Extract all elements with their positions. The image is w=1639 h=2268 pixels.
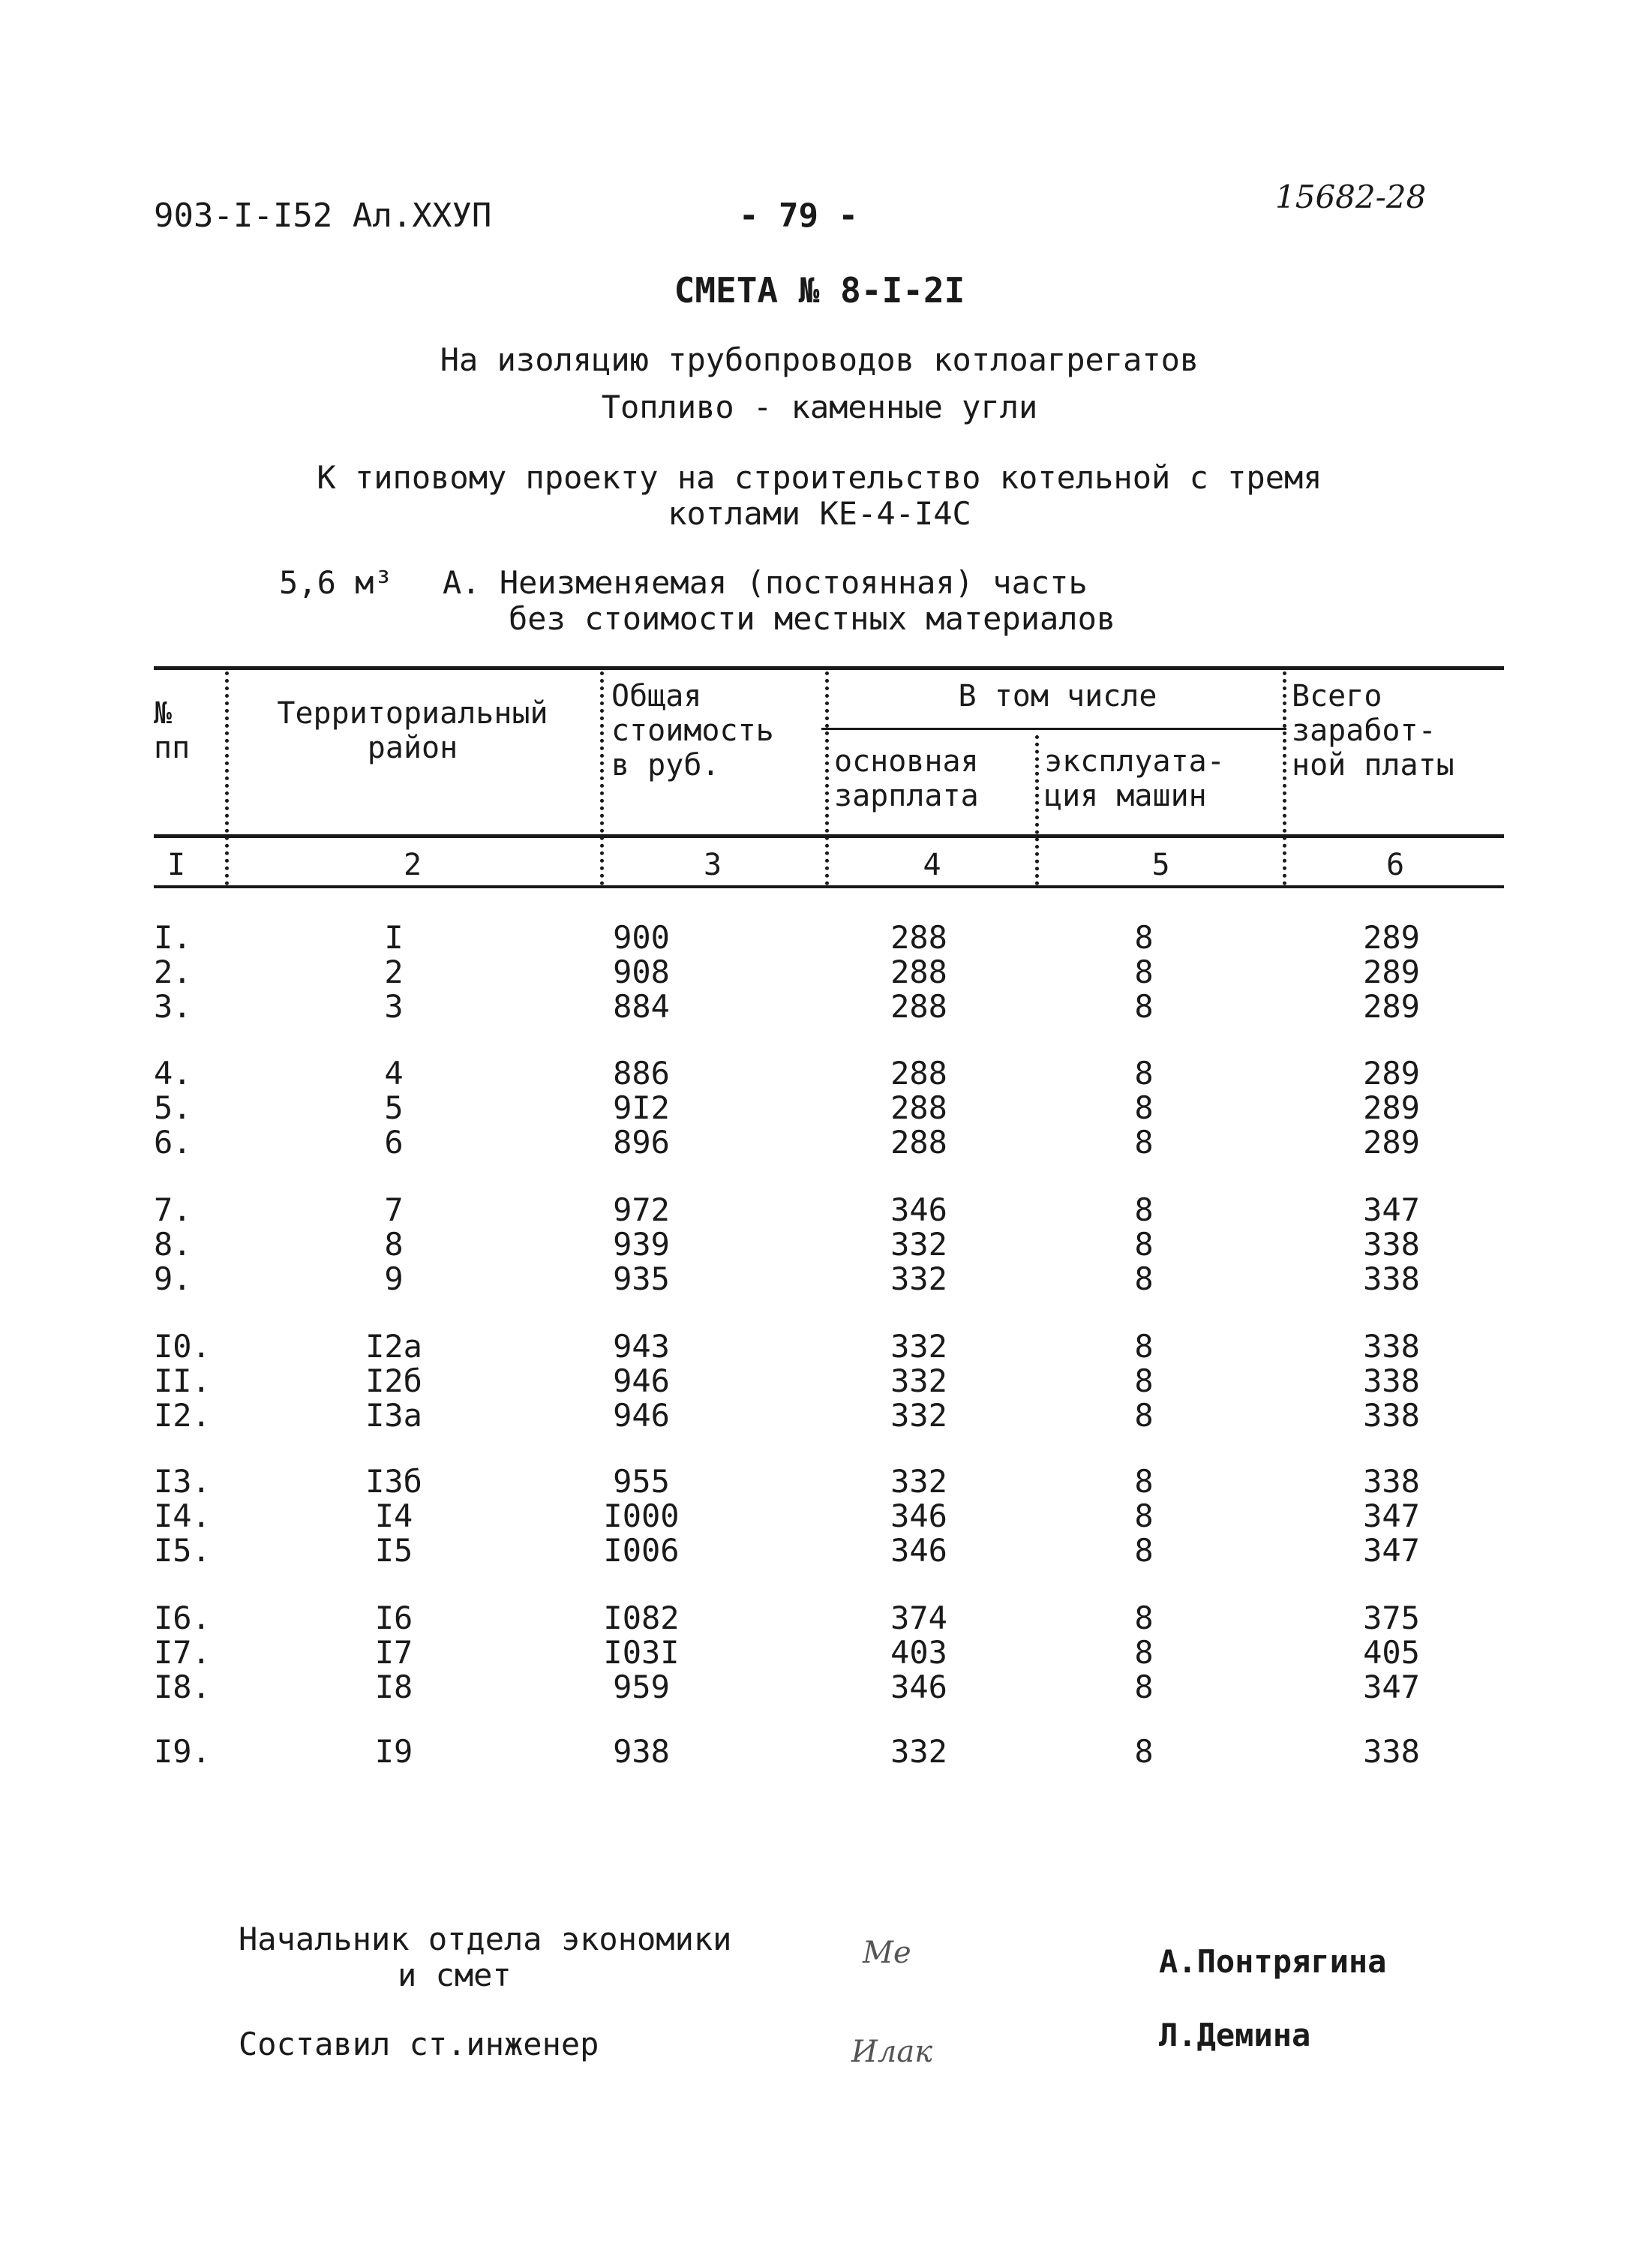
row-machines: 8 bbox=[1134, 1328, 1154, 1365]
header-salary: основная зарплата bbox=[834, 744, 979, 813]
row-total-cost: 938 bbox=[613, 1733, 670, 1770]
head-signature: Ме bbox=[863, 1936, 911, 1970]
row-salary: 288 bbox=[890, 954, 947, 990]
row-number: I9. bbox=[154, 1733, 211, 1770]
table-row bbox=[154, 1089, 1504, 1125]
row-number: 3. bbox=[154, 988, 192, 1025]
table-row bbox=[154, 954, 1504, 990]
table-top-rule bbox=[154, 666, 1504, 670]
row-salary: 346 bbox=[890, 1669, 947, 1705]
table-header-rule bbox=[154, 834, 1504, 838]
row-total-cost: 896 bbox=[613, 1124, 670, 1161]
row-total-cost: 946 bbox=[613, 1397, 670, 1434]
header-region: Территориальный район bbox=[277, 696, 548, 765]
table-row bbox=[154, 1497, 1504, 1534]
row-total-wages: 289 bbox=[1363, 988, 1420, 1025]
table-row bbox=[154, 1669, 1504, 1705]
row-machines: 8 bbox=[1134, 1669, 1154, 1705]
row-salary: 403 bbox=[890, 1634, 947, 1671]
row-machines: 8 bbox=[1134, 1733, 1154, 1770]
column-number: 6 bbox=[1385, 848, 1405, 882]
row-salary: 346 bbox=[890, 1497, 947, 1534]
row-number: I4. bbox=[154, 1497, 211, 1534]
estimate-title: СМЕТА № 8-I-2I bbox=[674, 270, 965, 311]
row-number: I6. bbox=[154, 1600, 211, 1636]
row-number: I8. bbox=[154, 1669, 211, 1705]
row-machines: 8 bbox=[1134, 1600, 1154, 1636]
row-region: 2 bbox=[384, 954, 404, 990]
row-salary: 332 bbox=[890, 1226, 947, 1263]
row-total-cost: 9I2 bbox=[613, 1089, 670, 1126]
row-machines: 8 bbox=[1134, 954, 1154, 990]
table-row bbox=[154, 1124, 1504, 1160]
row-total-cost: I000 bbox=[603, 1497, 680, 1534]
row-machines: 8 bbox=[1134, 919, 1154, 956]
row-number: 4. bbox=[154, 1055, 192, 1092]
table-row bbox=[154, 1328, 1504, 1364]
row-region: I7 bbox=[374, 1634, 413, 1671]
subtitle-line-4: котлами КЕ-4-I4С bbox=[668, 495, 971, 532]
row-total-cost: 943 bbox=[613, 1328, 670, 1365]
row-number: 6. bbox=[154, 1124, 192, 1161]
compiler-signature: Илак bbox=[851, 2035, 933, 2069]
row-machines: 8 bbox=[1134, 1532, 1154, 1569]
row-salary: 332 bbox=[890, 1328, 947, 1365]
row-total-wages: 347 bbox=[1363, 1669, 1420, 1705]
stamp-number: 15682-28 bbox=[1275, 179, 1427, 215]
row-salary: 288 bbox=[890, 919, 947, 956]
header-number: № пп bbox=[154, 696, 191, 765]
row-salary: 332 bbox=[890, 1362, 947, 1399]
row-salary: 288 bbox=[890, 1055, 947, 1092]
row-machines: 8 bbox=[1134, 1124, 1154, 1161]
row-total-wages: 338 bbox=[1363, 1328, 1420, 1365]
row-total-cost: 935 bbox=[613, 1260, 670, 1297]
row-total-cost: 908 bbox=[613, 954, 670, 990]
table-row bbox=[154, 1463, 1504, 1499]
row-machines: 8 bbox=[1134, 1634, 1154, 1671]
row-region: 4 bbox=[384, 1055, 404, 1092]
row-total-wages: 338 bbox=[1363, 1463, 1420, 1500]
row-number: I. bbox=[154, 919, 192, 956]
row-machines: 8 bbox=[1134, 1362, 1154, 1399]
column-number: I bbox=[167, 848, 186, 882]
subtitle-line-3: К типовому проекту на строительство котельной с тремя bbox=[317, 459, 1322, 496]
row-number: I5. bbox=[154, 1532, 211, 1569]
row-total-wages: 289 bbox=[1363, 954, 1420, 990]
row-region: 6 bbox=[384, 1124, 404, 1161]
column-number: 5 bbox=[1151, 848, 1170, 882]
document-code: 903-I-I52 Ал.XXУП bbox=[154, 197, 492, 235]
row-salary: 332 bbox=[890, 1260, 947, 1297]
row-number: I0. bbox=[154, 1328, 211, 1365]
head-name: А.Понтрягина bbox=[1159, 1943, 1387, 1980]
row-region: I6 bbox=[374, 1600, 413, 1636]
row-total-cost: 946 bbox=[613, 1362, 670, 1399]
table-row bbox=[154, 1532, 1504, 1568]
table-number-rule bbox=[154, 885, 1504, 888]
row-total-cost: I03I bbox=[603, 1634, 680, 1671]
row-total-wages: 289 bbox=[1363, 919, 1420, 956]
row-region: I bbox=[384, 919, 404, 956]
row-salary: 332 bbox=[890, 1397, 947, 1434]
row-total-wages: 347 bbox=[1363, 1532, 1420, 1569]
table-row bbox=[154, 1226, 1504, 1262]
header-group: В том числе bbox=[958, 679, 1157, 713]
row-number: I2. bbox=[154, 1397, 211, 1434]
compiler-name: Л.Демина bbox=[1159, 2017, 1311, 2053]
header-total-cost: Общая стоимость в руб. bbox=[611, 679, 774, 783]
column-separator bbox=[1035, 735, 1039, 885]
part-heading-line-1: А. Неизменяемая (постоянная) часть bbox=[443, 564, 1088, 601]
row-total-cost: 972 bbox=[613, 1191, 670, 1228]
row-machines: 8 bbox=[1134, 1055, 1154, 1092]
row-total-cost: I082 bbox=[603, 1600, 680, 1636]
table-row bbox=[154, 919, 1504, 955]
row-total-wages: 347 bbox=[1363, 1497, 1420, 1534]
row-total-wages: 338 bbox=[1363, 1226, 1420, 1263]
table-row bbox=[154, 1362, 1504, 1398]
row-region: 8 bbox=[384, 1226, 404, 1263]
column-number: 4 bbox=[923, 848, 941, 882]
row-number: 8. bbox=[154, 1226, 192, 1263]
row-machines: 8 bbox=[1134, 1463, 1154, 1500]
row-number: I7. bbox=[154, 1634, 211, 1671]
row-total-cost: 886 bbox=[613, 1055, 670, 1092]
table-row bbox=[154, 1733, 1504, 1769]
row-region: I5 bbox=[374, 1532, 413, 1569]
table-row bbox=[154, 988, 1504, 1024]
row-salary: 288 bbox=[890, 1124, 947, 1161]
row-machines: 8 bbox=[1134, 1397, 1154, 1434]
row-region: 7 bbox=[384, 1191, 404, 1228]
row-total-wages: 375 bbox=[1363, 1600, 1420, 1636]
table-row bbox=[154, 1260, 1504, 1296]
row-region: I3а bbox=[365, 1397, 422, 1434]
row-total-wages: 289 bbox=[1363, 1055, 1420, 1092]
row-salary: 346 bbox=[890, 1532, 947, 1569]
row-region: I3б bbox=[365, 1463, 422, 1500]
page-number: - 79 - bbox=[739, 197, 858, 235]
row-total-wages: 347 bbox=[1363, 1191, 1420, 1228]
row-region: I2б bbox=[365, 1362, 422, 1399]
row-total-cost: 900 bbox=[613, 919, 670, 956]
row-salary: 332 bbox=[890, 1733, 947, 1770]
row-total-cost: 959 bbox=[613, 1669, 670, 1705]
row-region: 3 bbox=[384, 988, 404, 1025]
head-title-line-1: Начальник отдела экономики bbox=[239, 1921, 732, 1957]
row-region: I2а bbox=[365, 1328, 422, 1365]
part-heading-line-2: без стоимости местных материалов bbox=[509, 600, 1116, 637]
row-total-cost: I006 bbox=[603, 1532, 680, 1569]
row-salary: 374 bbox=[890, 1600, 947, 1636]
row-number: I3. bbox=[154, 1463, 211, 1500]
row-total-wages: 338 bbox=[1363, 1260, 1420, 1297]
row-number: 9. bbox=[154, 1260, 192, 1297]
table-row bbox=[154, 1055, 1504, 1091]
row-region: 9 bbox=[384, 1260, 404, 1297]
table-row bbox=[154, 1600, 1504, 1636]
column-separator bbox=[225, 671, 229, 885]
row-total-wages: 289 bbox=[1363, 1124, 1420, 1161]
row-salary: 288 bbox=[890, 988, 947, 1025]
header-total-wages: Всего заработ- ной платы bbox=[1292, 679, 1454, 783]
row-salary: 332 bbox=[890, 1463, 947, 1500]
row-total-cost: 955 bbox=[613, 1463, 670, 1500]
group-divider bbox=[821, 728, 1286, 730]
row-total-wages: 405 bbox=[1363, 1634, 1420, 1671]
subtitle-line-2: Топливо - каменные угли bbox=[601, 389, 1038, 425]
column-separator bbox=[600, 671, 604, 885]
row-number: 7. bbox=[154, 1191, 192, 1228]
column-separator bbox=[825, 671, 829, 885]
row-machines: 8 bbox=[1134, 1260, 1154, 1297]
column-separator bbox=[1283, 671, 1286, 885]
subtitle-line-1: На изоляцию трубопроводов котлоагрегатов bbox=[440, 341, 1199, 378]
row-salary: 346 bbox=[890, 1191, 947, 1228]
row-machines: 8 bbox=[1134, 1226, 1154, 1263]
row-total-wages: 338 bbox=[1363, 1362, 1420, 1399]
row-region: I9 bbox=[374, 1733, 413, 1770]
row-number: II. bbox=[154, 1362, 211, 1399]
row-number: 2. bbox=[154, 954, 192, 990]
row-machines: 8 bbox=[1134, 1497, 1154, 1534]
table-row bbox=[154, 1191, 1504, 1227]
column-number: 3 bbox=[703, 848, 722, 882]
row-total-cost: 939 bbox=[613, 1226, 670, 1263]
row-region: I4 bbox=[374, 1497, 413, 1534]
row-machines: 8 bbox=[1134, 1089, 1154, 1126]
header-machines: эксплуата- ция машин bbox=[1044, 744, 1225, 813]
row-total-wages: 338 bbox=[1363, 1733, 1420, 1770]
column-number: 2 bbox=[403, 848, 422, 882]
row-salary: 288 bbox=[890, 1089, 947, 1126]
row-region: I8 bbox=[374, 1669, 413, 1705]
table-row bbox=[154, 1397, 1504, 1433]
table-row bbox=[154, 1634, 1504, 1670]
compiler-title: Составил ст.инженер bbox=[239, 2026, 599, 2062]
row-machines: 8 bbox=[1134, 988, 1154, 1025]
part-volume: 5,6 м³ bbox=[279, 564, 393, 601]
row-number: 5. bbox=[154, 1089, 192, 1126]
head-title-line-2: и смет bbox=[398, 1957, 512, 1993]
row-total-wages: 338 bbox=[1363, 1397, 1420, 1434]
row-region: 5 bbox=[384, 1089, 404, 1126]
row-total-cost: 884 bbox=[613, 988, 670, 1025]
row-machines: 8 bbox=[1134, 1191, 1154, 1228]
row-total-wages: 289 bbox=[1363, 1089, 1420, 1126]
